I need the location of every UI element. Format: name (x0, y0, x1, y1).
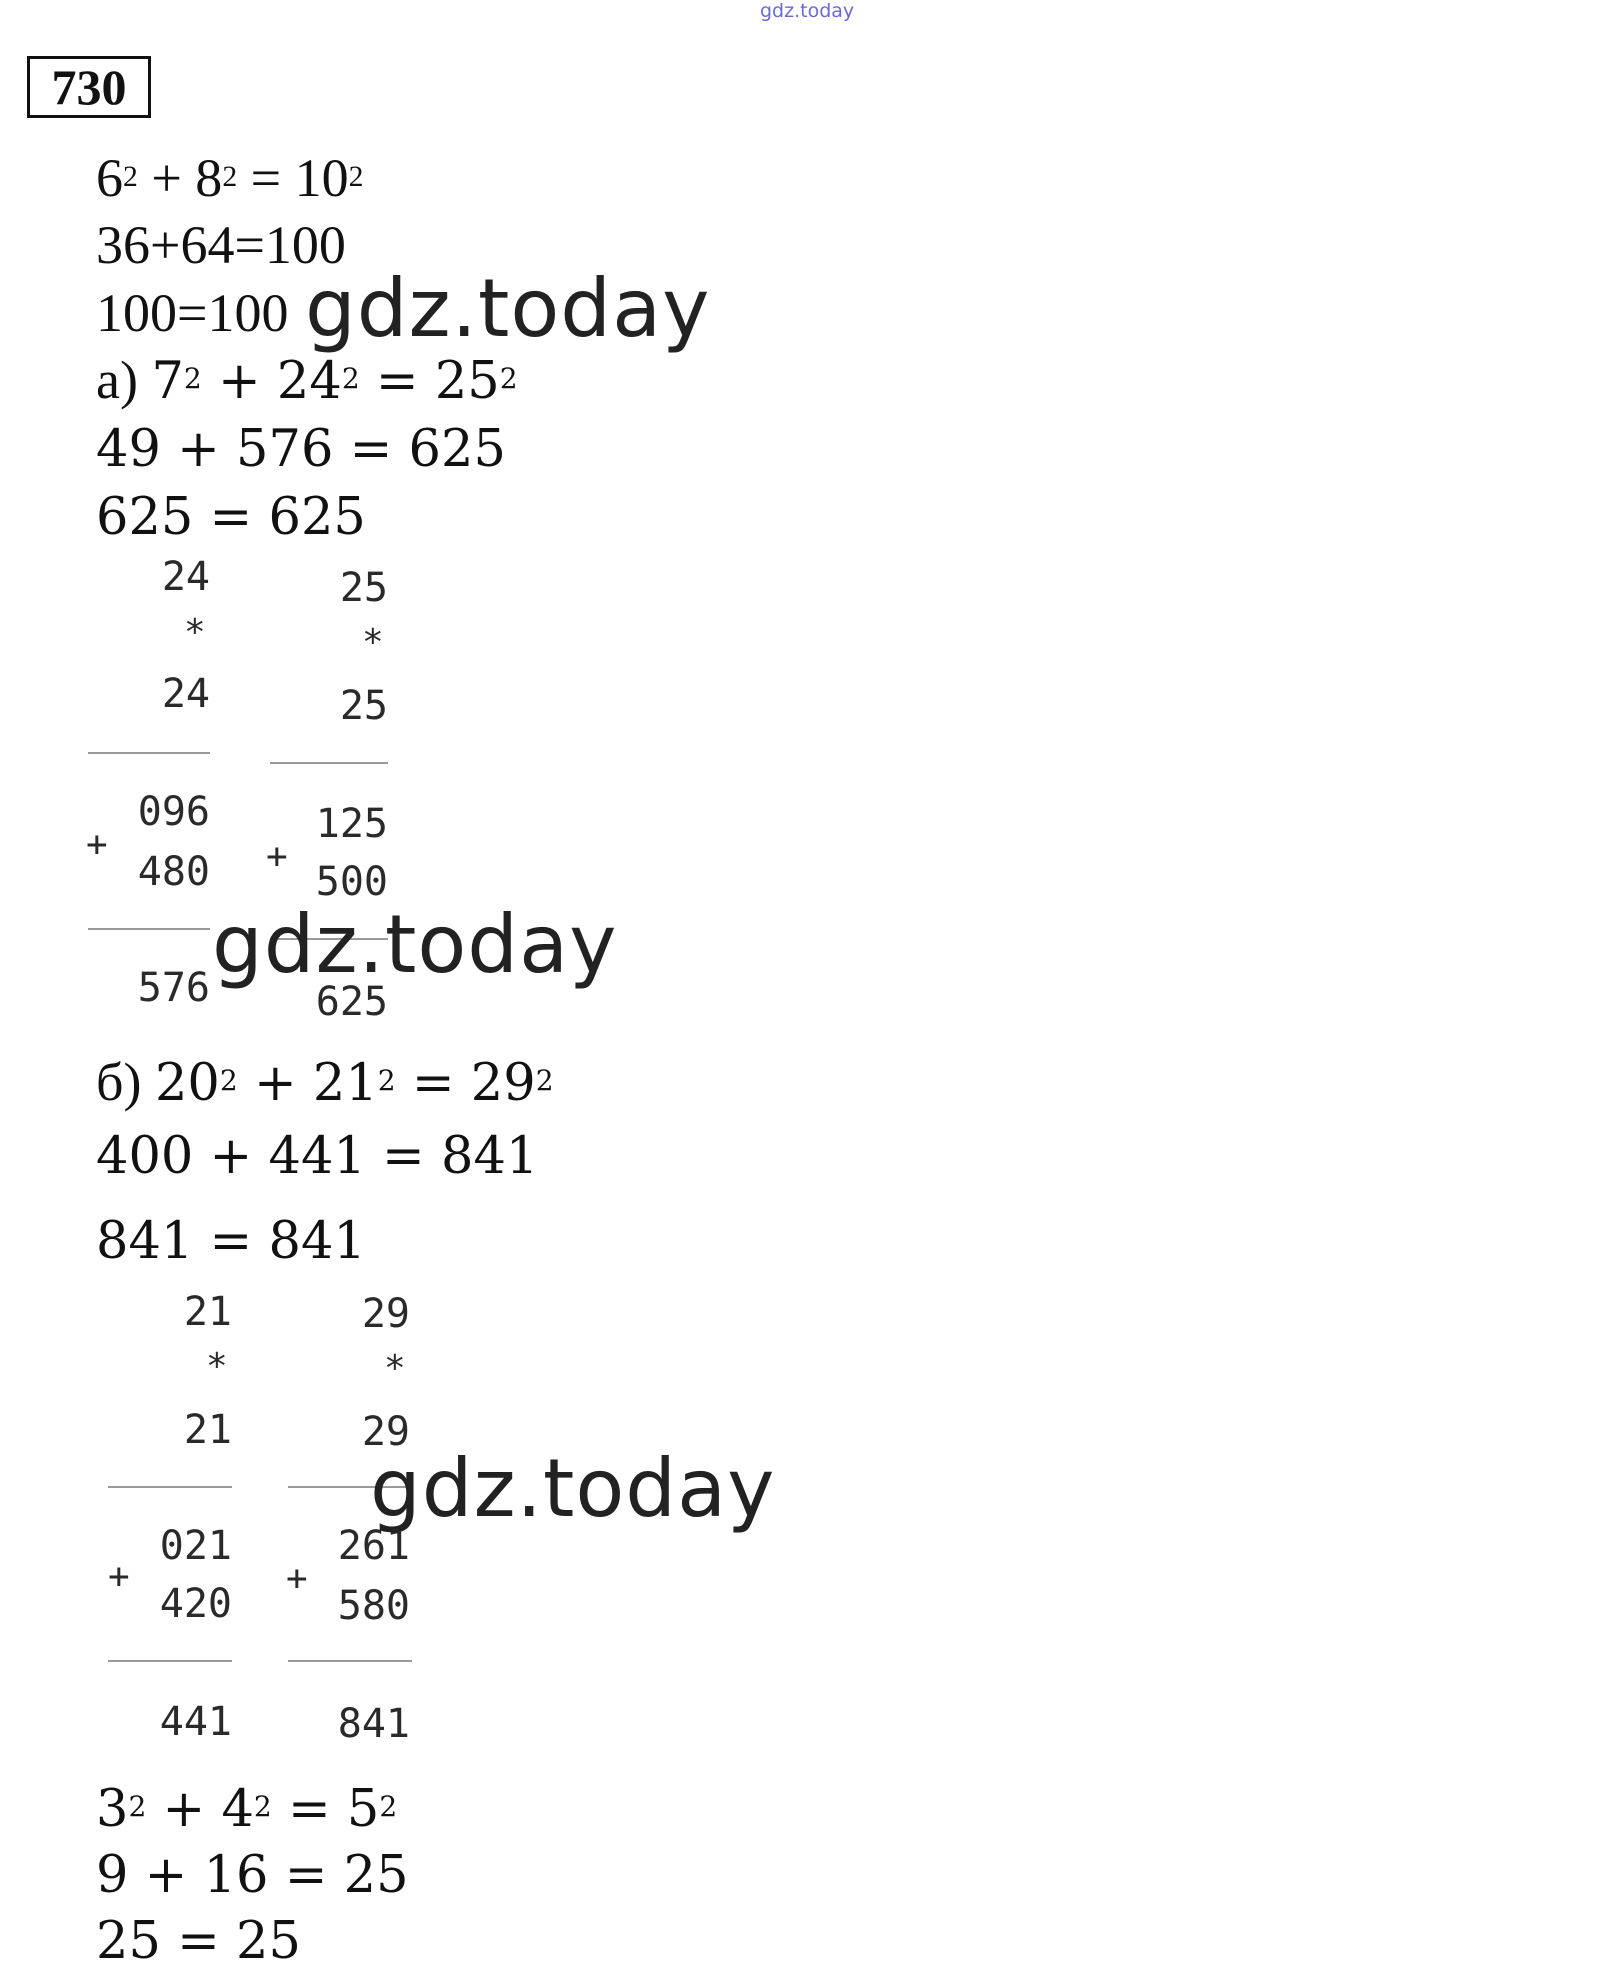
intro-equation-1: $6^2 + 8^2 = 10^2$ (96, 148, 364, 208)
calc-b2-top: 29 (361, 1291, 410, 1337)
calc-a1-rule-2 (88, 928, 210, 930)
calc-b1-op: * (206, 1346, 228, 1387)
part-a-equation-3: 625 = 625 (96, 488, 366, 547)
calc-a2-partial-1: 125 (315, 801, 388, 847)
calc-b2-partial-1: 261 (337, 1523, 410, 1569)
calc-b2-partial-2: 580 (337, 1583, 410, 1629)
calc-a1-bottom: 24 (161, 671, 210, 717)
calc-a2-plus: + (266, 836, 288, 877)
calc-b1-rule-1 (108, 1486, 232, 1488)
calc-a2-bottom: 25 (339, 683, 388, 729)
calc-a2-result: 625 (315, 979, 388, 1025)
extra-equation-1: $3^2 + 4^2 = 5^2$ (96, 1780, 398, 1839)
watermark-2: gdz.today (212, 898, 618, 991)
extra-equation-2: 9 + 16 = 25 (96, 1846, 409, 1905)
watermark-3: gdz.today (370, 1442, 776, 1535)
watermark-1: gdz.today (305, 262, 711, 355)
calc-a1-rule-1 (88, 752, 210, 754)
calc-a1-result: 576 (137, 965, 210, 1011)
intro-equation-3: 100=100 (96, 283, 289, 343)
problem-number: 730 (27, 56, 151, 118)
calc-b2-rule-2 (288, 1660, 412, 1662)
part-a-equation-2: 49 + 576 = 625 (96, 420, 506, 479)
calc-a2-top: 25 (339, 565, 388, 611)
calc-a1-op: * (184, 612, 206, 653)
calc-b1-partial-2: 420 (159, 1581, 232, 1627)
part-a-equation-1: а) $7^2 + 24^2 = 25^2$ (96, 350, 518, 411)
calc-b2-bottom: 29 (361, 1409, 410, 1455)
calc-a1-partial-2: 480 (137, 849, 210, 895)
calc-b1-bottom: 21 (183, 1407, 232, 1453)
calc-b1-result: 441 (159, 1699, 232, 1745)
extra-equation-3: 25 = 25 (96, 1912, 301, 1971)
calc-a2-partial-2: 500 (315, 859, 388, 905)
calc-a1-top: 24 (161, 554, 210, 600)
calc-b1-plus: + (108, 1556, 130, 1597)
calc-b1-rule-2 (108, 1660, 232, 1662)
calc-b1-top: 21 (183, 1289, 232, 1335)
calc-a2-op: * (362, 622, 384, 663)
part-b-equation-1: б) $20^2 + 21^2 = 29^2$ (96, 1052, 554, 1113)
part-b-equation-2: 400 + 441 = 841 (96, 1127, 539, 1186)
calc-b2-plus: + (286, 1558, 308, 1599)
calc-a1-partial-1: 096 (137, 789, 210, 835)
part-b-equation-3: 841 = 841 (96, 1212, 366, 1271)
intro-equation-2: 36+64=100 (96, 215, 346, 275)
calc-a2-rule-1 (270, 762, 388, 764)
calc-b1-partial-1: 021 (159, 1523, 232, 1569)
calc-b2-result: 841 (337, 1701, 410, 1747)
calc-a1-plus: + (86, 824, 108, 865)
calc-b2-op: * (384, 1348, 406, 1389)
top-watermark: gdz.today (760, 0, 855, 22)
